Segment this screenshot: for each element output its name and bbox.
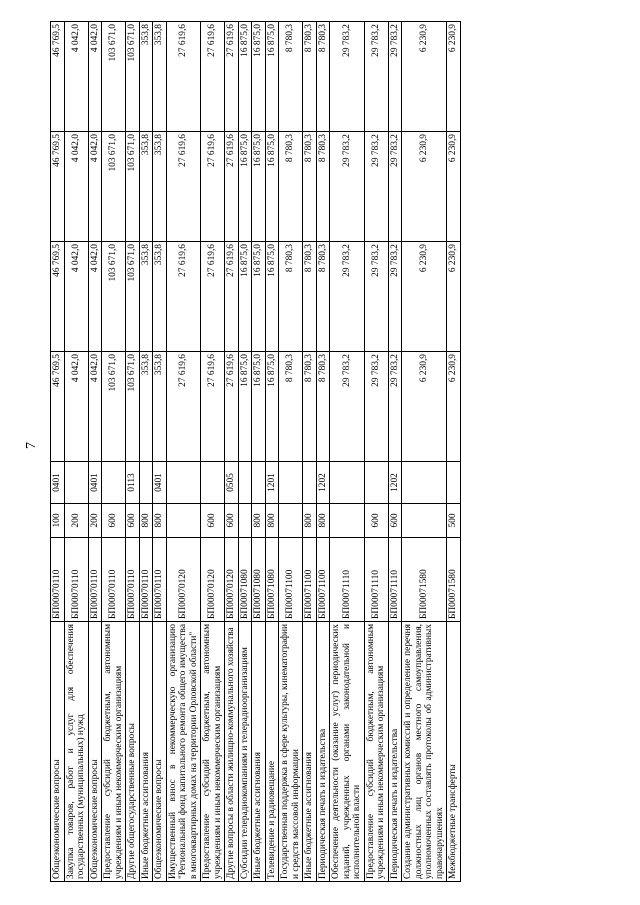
- target-article-cell: БП00070120: [225, 538, 239, 622]
- amount-cell-1: 29 783,2: [388, 352, 402, 462]
- amount-cell-4: 16 875,0: [265, 22, 279, 132]
- row-name-cell: Создание административных комиссий и определение перечня должностных лиц органов местного самоуправления, уполномоченных составлять протоколы об административных правонарушениях: [402, 622, 447, 882]
- amount-cell-2: 29 783,2: [388, 242, 402, 352]
- amount-cell-1: 16 875,0: [238, 352, 252, 462]
- table-row: [51, 22, 65, 882]
- amount-cell-4: 16 875,0: [252, 22, 266, 132]
- row-name-cell: Периодическая печать и издательства: [316, 622, 330, 882]
- amount-cell-4: 6 230,9: [447, 22, 461, 132]
- expense-type-cell: [330, 504, 365, 538]
- target-article-cell: БП00070110: [102, 538, 126, 622]
- table-row: [166, 22, 201, 882]
- amount-cell-2: 27 619,6: [225, 242, 239, 352]
- amount-cell-2: 353,8: [139, 242, 153, 352]
- table-row: [225, 22, 239, 882]
- amount-cell-1: 103 671,0: [126, 352, 140, 462]
- expense-type-cell: 600: [225, 504, 239, 538]
- expense-type-cell: 600: [126, 504, 140, 538]
- row-name-cell: Другие общегосударственные вопросы: [126, 622, 140, 882]
- amount-cell-4: 353,8: [153, 22, 167, 132]
- row-name-cell: Межбюджетные трансферты: [447, 622, 461, 882]
- section-subsection-cell: 0505: [225, 462, 239, 504]
- amount-cell-4: 353,8: [139, 22, 153, 132]
- section-subsection-cell: 1202: [316, 462, 330, 504]
- table-row: [201, 22, 225, 882]
- amount-cell-4: 29 783,2: [388, 22, 402, 132]
- expense-type-cell: [166, 504, 201, 538]
- row-name-cell: Предоставление субсидий бюджетным, автономным учреждениям и иным некоммерческим организациям: [364, 622, 388, 882]
- amount-cell-1: 6 230,9: [402, 352, 447, 462]
- row-name-cell: Общеэкономические вопросы: [51, 622, 65, 882]
- row-name-cell: Обеспечение деятельности (оказание услуг) периодических изданий, учрежденных органами законодательной и исполнительной власти: [330, 622, 365, 882]
- expense-type-cell: 200: [88, 504, 102, 538]
- section-subsection-cell: [201, 462, 225, 504]
- target-article-cell: БП00070110: [153, 538, 167, 622]
- table-row: [102, 22, 126, 882]
- table-row: [64, 22, 88, 882]
- amount-cell-2: 29 783,2: [330, 242, 365, 352]
- section-subsection-cell: [364, 462, 388, 504]
- target-article-cell: БП00071100: [303, 538, 317, 622]
- section-subsection-cell: [252, 462, 266, 504]
- amount-cell-2: 16 875,0: [252, 242, 266, 352]
- section-subsection-cell: [139, 462, 153, 504]
- amount-cell-1: 103 671,0: [102, 352, 126, 462]
- table-row: [388, 22, 402, 882]
- section-subsection-cell: [166, 462, 201, 504]
- expense-type-cell: 100: [51, 504, 65, 538]
- section-subsection-cell: [279, 462, 303, 504]
- amount-cell-1: 16 875,0: [265, 352, 279, 462]
- expense-type-cell: 500: [447, 504, 461, 538]
- amount-cell-4: 46 769,5: [51, 22, 65, 132]
- amount-cell-2: 29 783,2: [364, 242, 388, 352]
- target-article-cell: БП00071110: [364, 538, 388, 622]
- amount-cell-2: 103 671,0: [102, 242, 126, 352]
- target-article-cell: БП00071580: [402, 538, 447, 622]
- expense-type-cell: [238, 504, 252, 538]
- target-article-cell: БП00070120: [201, 538, 225, 622]
- amount-cell-2: 27 619,6: [166, 242, 201, 352]
- amount-cell-1: 4 042,0: [64, 352, 88, 462]
- amount-cell-3: 353,8: [153, 132, 167, 242]
- expense-type-cell: 800: [139, 504, 153, 538]
- section-subsection-cell: 0401: [88, 462, 102, 504]
- row-name-cell: Закупка товаров, работ и услуг для обеспечения государственных (муниципальных) нужд: [64, 622, 88, 882]
- table-row: [402, 22, 447, 882]
- amount-cell-3: 8 780,3: [279, 132, 303, 242]
- expense-type-cell: [402, 504, 447, 538]
- target-article-cell: БП00071080: [238, 538, 252, 622]
- amount-cell-2: 4 042,0: [88, 242, 102, 352]
- table-row: [316, 22, 330, 882]
- table-row: [126, 22, 140, 882]
- row-name-cell: Предоставление субсидий бюджетным, автономным учреждениям и иным некоммерческим организациям: [102, 622, 126, 882]
- amount-cell-2: 6 230,9: [447, 242, 461, 352]
- amount-cell-3: 46 769,5: [51, 132, 65, 242]
- expense-type-cell: 200: [64, 504, 88, 538]
- row-name-cell: Общеэкономические вопросы: [153, 622, 167, 882]
- amount-cell-2: 16 875,0: [238, 242, 252, 352]
- budget-table-rotated: [50, 22, 590, 882]
- amount-cell-2: 4 042,0: [64, 242, 88, 352]
- amount-cell-3: 8 780,3: [316, 132, 330, 242]
- table-row: [447, 22, 461, 882]
- expense-type-cell: 800: [303, 504, 317, 538]
- amount-cell-2: 16 875,0: [265, 242, 279, 352]
- target-article-cell: БП00071080: [265, 538, 279, 622]
- section-subsection-cell: 0401: [153, 462, 167, 504]
- amount-cell-1: 27 619,6: [225, 352, 239, 462]
- amount-cell-1: 4 042,0: [88, 352, 102, 462]
- amount-cell-1: 27 619,6: [166, 352, 201, 462]
- amount-cell-4: 27 619,6: [201, 22, 225, 132]
- expense-type-cell: 800: [316, 504, 330, 538]
- row-name-cell: Иные бюджетные ассигнования: [252, 622, 266, 882]
- expense-type-cell: 600: [201, 504, 225, 538]
- expense-type-cell: 800: [252, 504, 266, 538]
- amount-cell-2: 27 619,6: [201, 242, 225, 352]
- row-name-cell: Субсидии телерадиокомпаниям и телерадиоорганизациям: [238, 622, 252, 882]
- row-name-cell: Предоставление субсидий бюджетным, автономным учреждениям и иным некоммерческим организациям: [201, 622, 225, 882]
- section-subsection-cell: 1202: [388, 462, 402, 504]
- amount-cell-2: 6 230,9: [402, 242, 447, 352]
- amount-cell-4: 16 875,0: [238, 22, 252, 132]
- section-subsection-cell: [102, 462, 126, 504]
- section-subsection-cell: [238, 462, 252, 504]
- amount-cell-2: 8 780,3: [316, 242, 330, 352]
- expense-type-cell: 600: [388, 504, 402, 538]
- table-row: [88, 22, 102, 882]
- amount-cell-3: 6 230,9: [447, 132, 461, 242]
- amount-cell-3: 27 619,6: [201, 132, 225, 242]
- section-subsection-cell: 0113: [126, 462, 140, 504]
- expense-type-cell: 600: [102, 504, 126, 538]
- amount-cell-3: 29 783,2: [364, 132, 388, 242]
- amount-cell-3: 29 783,2: [330, 132, 365, 242]
- amount-cell-4: 29 783,2: [364, 22, 388, 132]
- amount-cell-4: 6 230,9: [402, 22, 447, 132]
- section-subsection-cell: [330, 462, 365, 504]
- target-article-cell: БП00071100: [316, 538, 330, 622]
- amount-cell-1: 8 780,3: [316, 352, 330, 462]
- amount-cell-1: 353,8: [139, 352, 153, 462]
- amount-cell-3: 16 875,0: [238, 132, 252, 242]
- target-article-cell: БП00070110: [139, 538, 153, 622]
- table-row: [303, 22, 317, 882]
- expense-type-cell: 800: [153, 504, 167, 538]
- expense-type-cell: 600: [364, 504, 388, 538]
- amount-cell-4: 29 783,2: [330, 22, 365, 132]
- amount-cell-3: 27 619,6: [166, 132, 201, 242]
- target-article-cell: БП00070110: [88, 538, 102, 622]
- amount-cell-3: 353,8: [139, 132, 153, 242]
- amount-cell-3: 16 875,0: [252, 132, 266, 242]
- amount-cell-4: 27 619,6: [225, 22, 239, 132]
- amount-cell-3: 6 230,9: [402, 132, 447, 242]
- amount-cell-2: 353,8: [153, 242, 167, 352]
- target-article-cell: БП00071100: [279, 538, 303, 622]
- amount-cell-1: 6 230,9: [447, 352, 461, 462]
- target-article-cell: БП00070110: [64, 538, 88, 622]
- row-name-cell: Периодическая печать и издательства: [388, 622, 402, 882]
- row-name-cell: Иные бюджетные ассигнования: [139, 622, 153, 882]
- section-subsection-cell: [402, 462, 447, 504]
- amount-cell-3: 4 042,0: [64, 132, 88, 242]
- amount-cell-1: 353,8: [153, 352, 167, 462]
- amount-cell-2: 103 671,0: [126, 242, 140, 352]
- amount-cell-4: 8 780,3: [303, 22, 317, 132]
- table-row: [330, 22, 365, 882]
- amount-cell-2: 46 769,5: [51, 242, 65, 352]
- section-subsection-cell: [447, 462, 461, 504]
- table-row: [279, 22, 303, 882]
- amount-cell-3: 29 783,2: [388, 132, 402, 242]
- amount-cell-4: 27 619,6: [166, 22, 201, 132]
- amount-cell-3: 103 671,0: [102, 132, 126, 242]
- amount-cell-1: 29 783,2: [330, 352, 365, 462]
- amount-cell-1: 8 780,3: [303, 352, 317, 462]
- row-name-cell: Телевидение и радиовещание: [265, 622, 279, 882]
- amount-cell-3: 103 671,0: [126, 132, 140, 242]
- amount-cell-4: 103 671,0: [102, 22, 126, 132]
- amount-cell-1: 8 780,3: [279, 352, 303, 462]
- amount-cell-1: 46 769,5: [51, 352, 65, 462]
- target-article-cell: БП00071110: [388, 538, 402, 622]
- amount-cell-1: 16 875,0: [252, 352, 266, 462]
- target-article-cell: БП00071580: [447, 538, 461, 622]
- page-number: 7: [24, 442, 39, 449]
- target-article-cell: БП00070110: [126, 538, 140, 622]
- amount-cell-4: 4 042,0: [88, 22, 102, 132]
- amount-cell-3: 8 780,3: [303, 132, 317, 242]
- amount-cell-1: 29 783,2: [364, 352, 388, 462]
- amount-cell-1: 27 619,6: [201, 352, 225, 462]
- section-subsection-cell: 1201: [265, 462, 279, 504]
- section-subsection-cell: [303, 462, 317, 504]
- expense-type-cell: [279, 504, 303, 538]
- row-name-cell: Государственная поддержка в сфере культуры, кинематографии и средств массовой информации: [279, 622, 303, 882]
- target-article-cell: БП00070110: [51, 538, 65, 622]
- row-name-cell: Имущественный взнос в некоммерческую организацию "Региональный фонд капитального ремонта общего имущества в многоквартирных домах на территории Орловской области": [166, 622, 201, 882]
- budget-table: [50, 21, 461, 882]
- section-subsection-cell: [64, 462, 88, 504]
- row-name-cell: Другие вопросы в области жилищно-коммунального хозяйства: [225, 622, 239, 882]
- target-article-cell: БП00070120: [166, 538, 201, 622]
- target-article-cell: БП00071080: [252, 538, 266, 622]
- table-row: [252, 22, 266, 882]
- amount-cell-2: 8 780,3: [279, 242, 303, 352]
- target-article-cell: БП00071110: [330, 538, 365, 622]
- amount-cell-3: 16 875,0: [265, 132, 279, 242]
- table-row: [238, 22, 252, 882]
- amount-cell-3: 4 042,0: [88, 132, 102, 242]
- amount-cell-4: 8 780,3: [316, 22, 330, 132]
- table-row: [139, 22, 153, 882]
- amount-cell-4: 8 780,3: [279, 22, 303, 132]
- amount-cell-4: 4 042,0: [64, 22, 88, 132]
- row-name-cell: Общеэкономические вопросы: [88, 622, 102, 882]
- section-subsection-cell: 0401: [51, 462, 65, 504]
- expense-type-cell: 800: [265, 504, 279, 538]
- table-row: [265, 22, 279, 882]
- amount-cell-2: 8 780,3: [303, 242, 317, 352]
- row-name-cell: Иные бюджетные ассигнования: [303, 622, 317, 882]
- table-row: [153, 22, 167, 882]
- amount-cell-3: 27 619,6: [225, 132, 239, 242]
- amount-cell-4: 103 671,0: [126, 22, 140, 132]
- table-row: [364, 22, 388, 882]
